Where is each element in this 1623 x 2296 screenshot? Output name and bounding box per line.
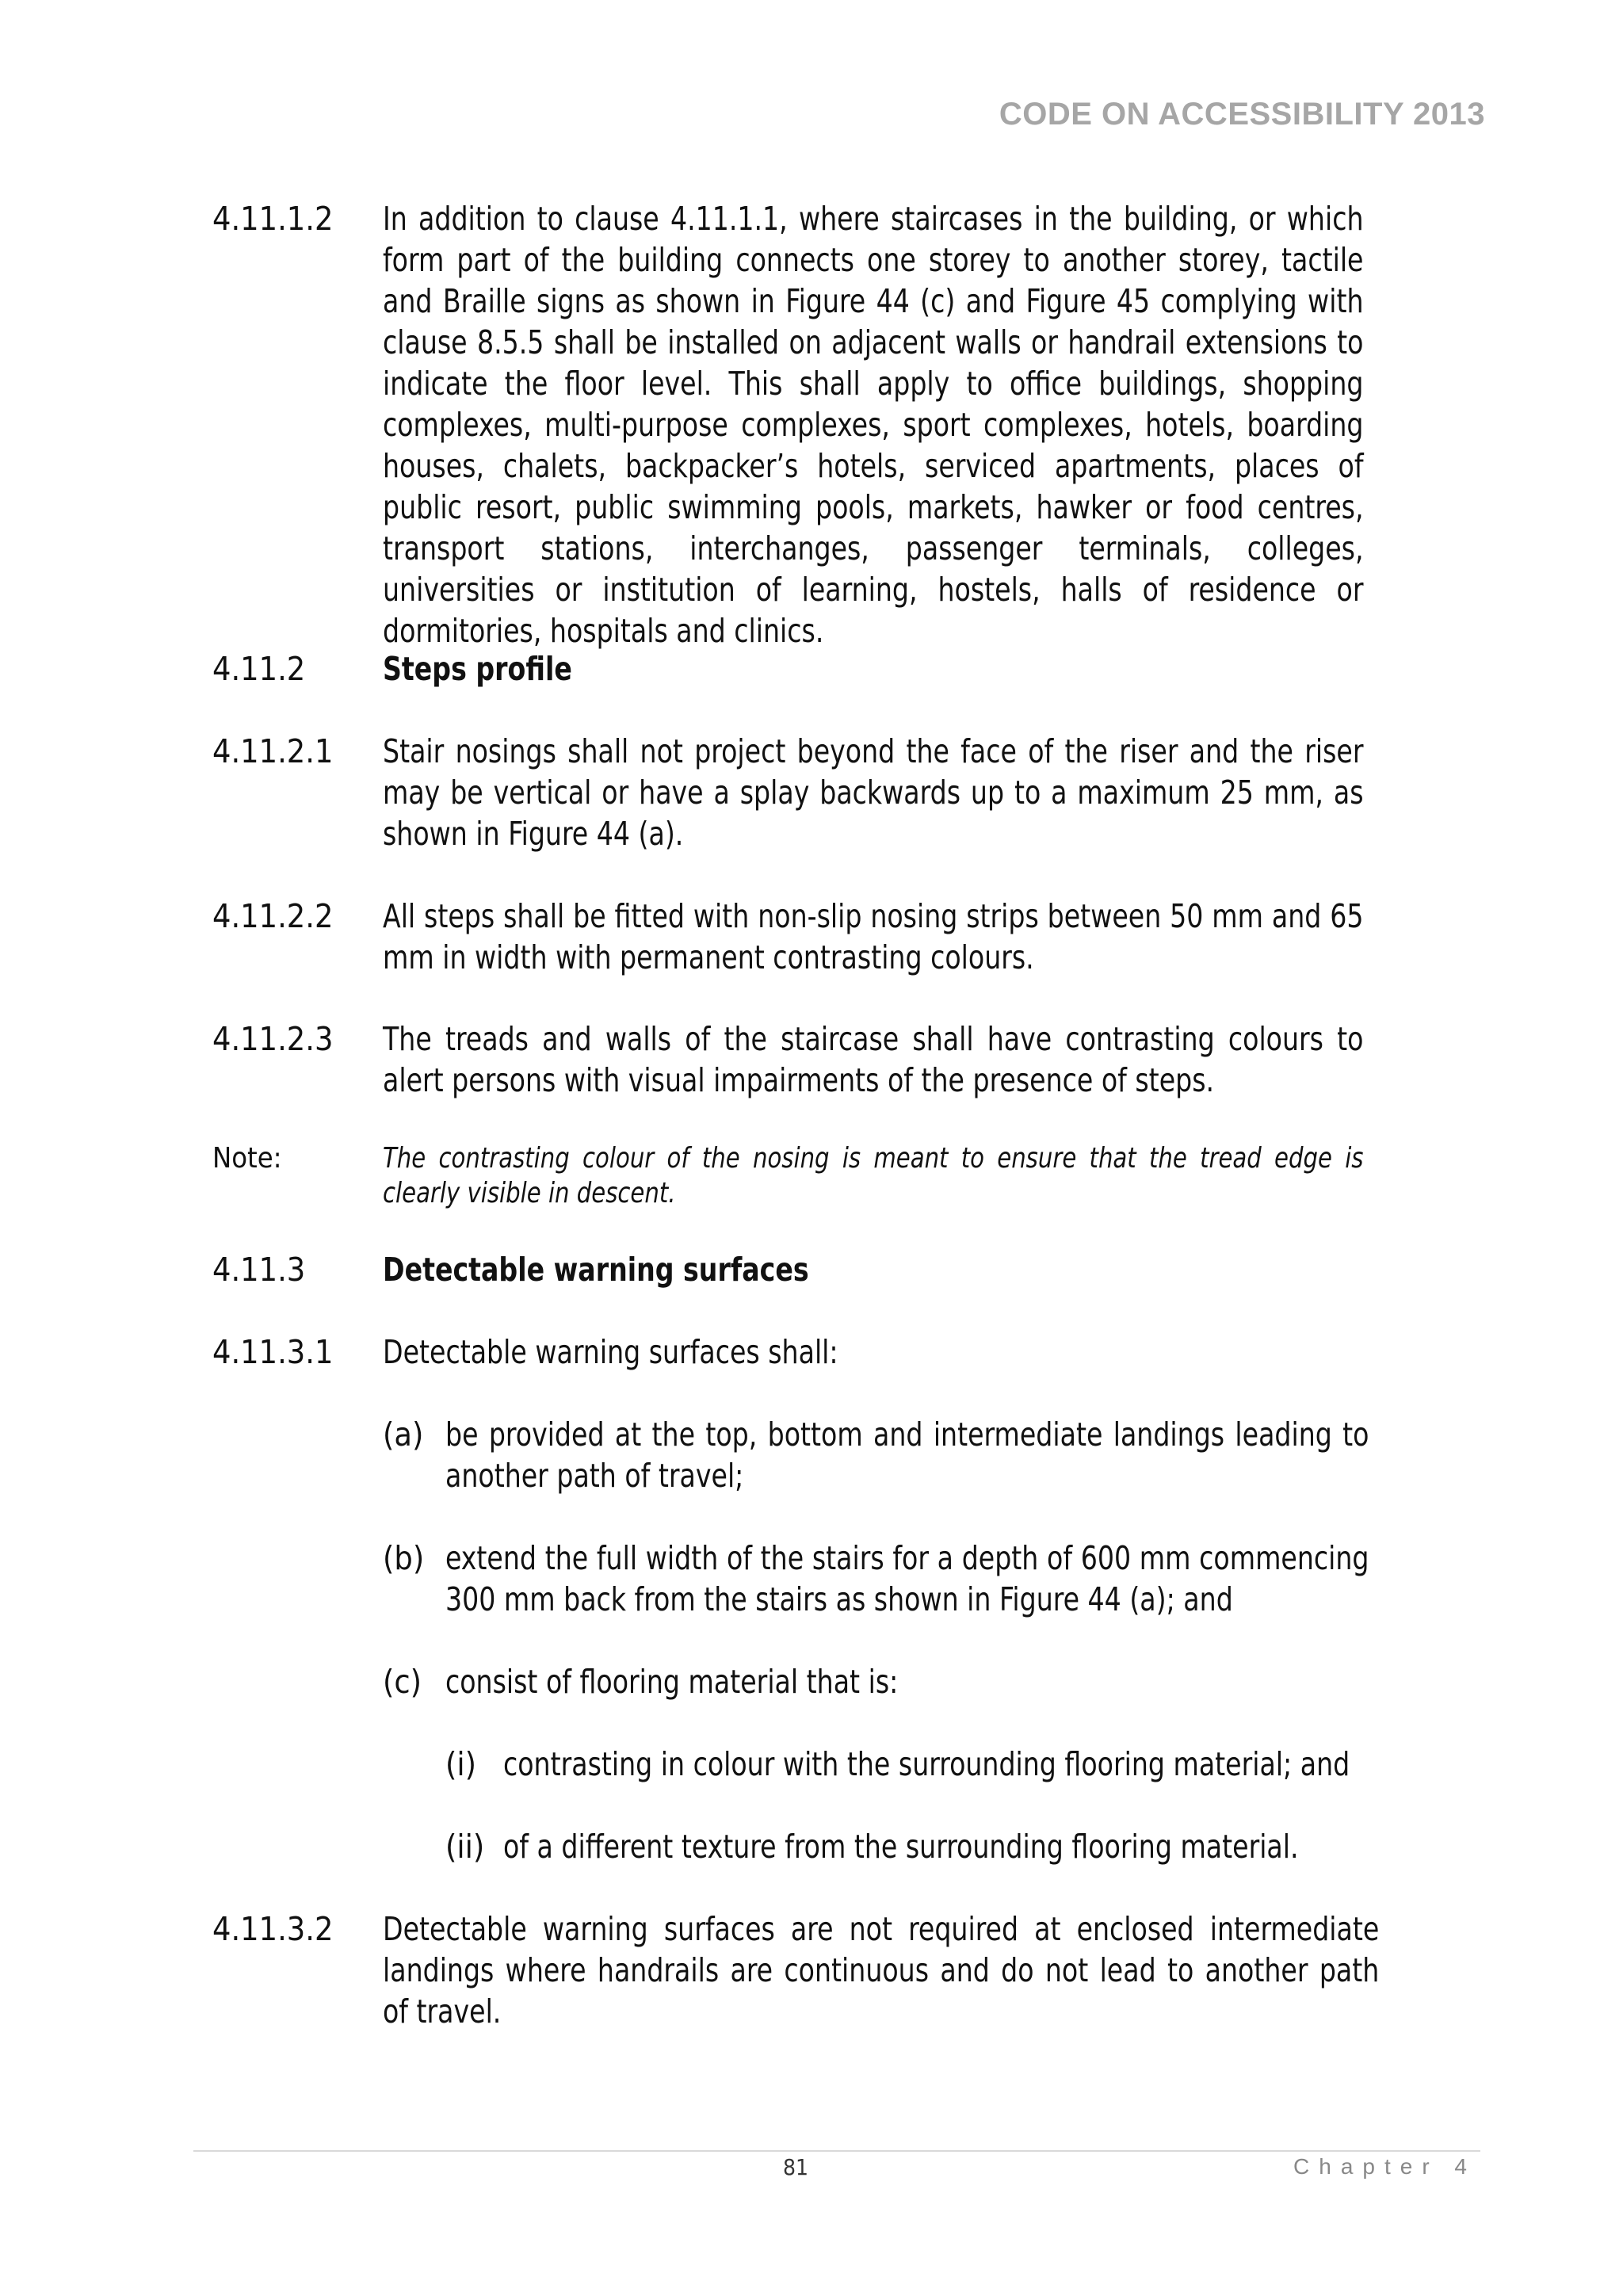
page-number: 81 xyxy=(783,2154,809,2180)
clause-text: Detectable warning surfaces are not required at enclosed intermediate landings where handrails are continuous and do not lead to another path of travel. xyxy=(383,1910,1380,2030)
footer-divider xyxy=(193,2150,1480,2152)
clause-number: 4.11.1.2 xyxy=(212,200,334,238)
sublist-text: of a different texture from the surrounding flooring material. xyxy=(503,1828,1299,1866)
sublist-label: (ii) xyxy=(445,1828,485,1866)
section-title: Detectable warning surfaces xyxy=(383,1251,809,1289)
clause-number: 4.11.2.2 xyxy=(212,897,334,935)
section-heading-steps-profile xyxy=(212,648,1369,690)
clause-number: 4.11.2.3 xyxy=(212,1020,334,1058)
section-heading-detectable-warning-surfaces xyxy=(212,1249,1369,1290)
note-label: Note: xyxy=(212,1142,282,1175)
clause-4-11-1-2 xyxy=(212,198,1369,651)
list-label: (b) xyxy=(383,1539,425,1577)
list-label: (a) xyxy=(383,1415,424,1454)
clause-number: 4.11.2.1 xyxy=(212,732,334,770)
clause-4-11-2-2 xyxy=(212,896,1369,978)
clause-text: The treads and walls of the staircase shall have contrasting colours to alert persons with visual impairments of the presence of steps. xyxy=(383,1020,1364,1099)
clause-number: 4.11.3.2 xyxy=(212,1910,334,1948)
clause-4-11-3-2 xyxy=(212,1908,1384,2032)
clause-text: Detectable warning surfaces shall: xyxy=(383,1333,838,1371)
clause-4-11-2-3 xyxy=(212,1018,1369,1101)
clause-number: 4.11.3.1 xyxy=(212,1333,334,1371)
list-text: extend the full width of the stairs for a depth of 600 mm commencing 300 mm back from the stairs as shown in Figure 44 (a); and xyxy=(445,1539,1369,1618)
running-header: CODE ON ACCESSIBILITY 2013 xyxy=(999,97,1485,132)
sublist-text: contrasting in colour with the surrounding flooring material; and xyxy=(503,1745,1350,1783)
list-item-c xyxy=(383,1661,1369,1702)
list-text: consist of flooring material that is: xyxy=(445,1663,899,1701)
note xyxy=(212,1141,1369,1211)
list-label: (c) xyxy=(383,1663,422,1701)
clause-4-11-3-1 xyxy=(212,1331,1369,1373)
sublist-item-i xyxy=(445,1744,1369,1785)
sublist-label: (i) xyxy=(445,1745,477,1783)
clause-text: All steps shall be fitted with non-slip nosing strips between 50 mm and 65 mm in width with permanent contrasting colours. xyxy=(383,897,1364,976)
section-number: 4.11.2 xyxy=(212,650,306,688)
clause-4-11-2-1 xyxy=(212,731,1369,854)
note-text: The contrasting colour of the nosing is meant to ensure that the tread edge is clearly visible in descent. xyxy=(383,1142,1364,1209)
list-item-a xyxy=(383,1414,1369,1496)
section-number: 4.11.3 xyxy=(212,1251,306,1289)
clause-text: Stair nosings shall not project beyond the face of the riser and the riser may be vertical or have a splay backwards up to a maximum 25 mm, as shown in Figure 44 (a). xyxy=(383,732,1364,853)
list-item-b xyxy=(383,1538,1369,1620)
chapter-label: Chapter 4 xyxy=(1293,2154,1476,2179)
clause-text: In addition to clause 4.11.1.1, where staircases in the building, or which form part of the building connects one storey to another storey, tactile and Braille signs as shown in Figure 44 (c) and Figure 45 complying with clause 8.5.5 shall be installed on adjacent walls or handrail extensions to indicate the floor level. This shall apply to office buildings, shopping complexes, multi-purpose complexes, sport complexes, hotels, boarding houses, chalets, backpacker’s hotels, serviced apartments, places of public resort, public swimming pools, markets, hawker or food centres, transport stations, interchanges, passenger terminals, colleges, universities or institution of learning, hostels, halls of residence or dormitories, hospitals and clinics. xyxy=(383,200,1364,650)
section-title: Steps profile xyxy=(383,650,572,688)
list-text: be provided at the top, bottom and intermediate landings leading to another path of travel; xyxy=(445,1415,1369,1495)
sublist-item-ii xyxy=(445,1826,1369,1867)
